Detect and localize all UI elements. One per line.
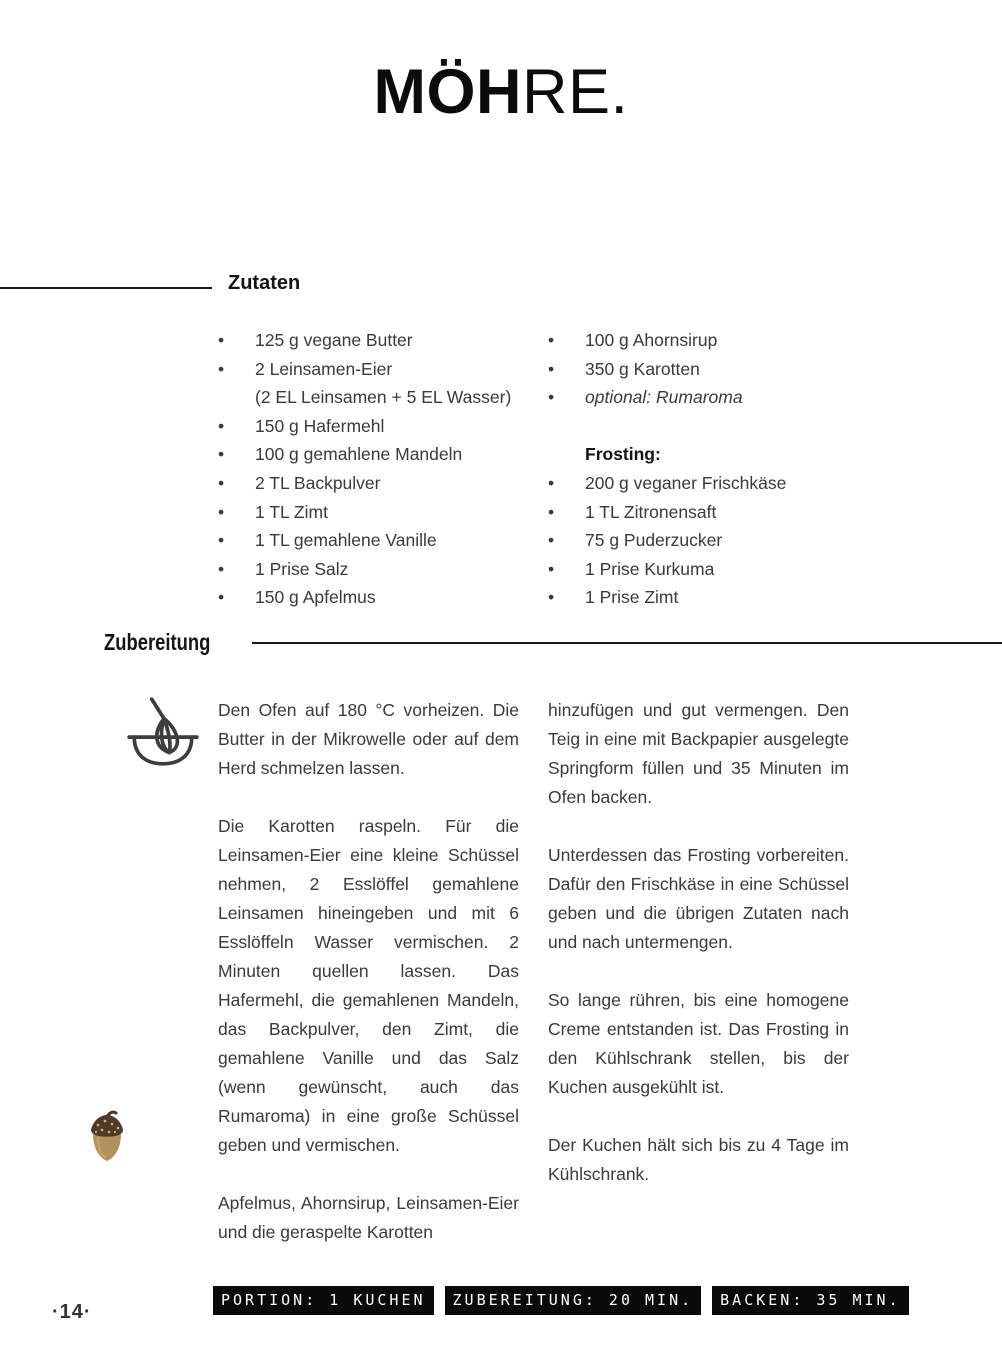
footer-badges <box>213 1286 909 1315</box>
bullet-glyph: • <box>548 358 555 379</box>
ingredient-text: (2 EL Leinsamen + 5 EL Wasser) <box>255 387 512 408</box>
ingredient-row <box>548 383 878 412</box>
ingredient-row <box>218 440 548 469</box>
ingredient-text: 2 Leinsamen-Eier <box>255 358 393 379</box>
ingredient-text: 1 Prise Salz <box>255 558 349 579</box>
preparation-column-right <box>548 696 849 1218</box>
bullet-glyph: • <box>218 587 225 608</box>
ingredient-text: 75 g Puderzucker <box>585 530 723 551</box>
bullet-glyph <box>548 412 585 441</box>
ingredient-row <box>548 583 878 612</box>
info-badge: BACKEN: 35 MIN. <box>712 1286 908 1315</box>
page-title-bold: MÖH <box>373 57 522 127</box>
bullet-glyph: • <box>548 330 555 350</box>
preparation-paragraph: So lange rühren, bis eine homogene Creme entstanden ist. Das Frosting in den Kühlschrank stellen, bis der Kuchen ausgekühlt ist. <box>548 990 849 1097</box>
preparation-paragraph: Unterdessen das Frosting vorbereiten. Dafür den Frischkäse in eine Schüssel geben und die übrigen Zutaten nach und nach untermengen. <box>548 845 849 952</box>
ingredient-row <box>548 412 878 441</box>
zubereitung-rule <box>252 642 1002 644</box>
bullet-glyph: • <box>548 558 555 579</box>
ingredient-row <box>548 555 878 584</box>
ingredient-text: 2 TL Backpulver <box>255 472 381 493</box>
bullet-glyph: • <box>548 530 555 551</box>
ingredient-row <box>218 583 548 612</box>
page-title-light: RE. <box>521 57 629 127</box>
ingredient-row <box>548 526 878 555</box>
ingredient-text: 150 g Hafermehl <box>255 415 385 436</box>
page-title <box>0 58 1002 127</box>
ingredient-text: 1 TL Zitronensaft <box>585 501 717 522</box>
ingredient-text: 1 Prise Zimt <box>585 587 679 608</box>
ingredient-text: 350 g Karotten <box>585 358 700 379</box>
bullet-glyph: • <box>218 530 225 551</box>
zutaten-heading: Zutaten <box>228 272 301 294</box>
bullet-glyph <box>218 383 255 412</box>
bullet-glyph: • <box>218 330 225 350</box>
info-badge: PORTION: 1 KUCHEN <box>213 1286 434 1315</box>
bullet-glyph: • <box>218 415 225 436</box>
ingredient-row <box>548 440 878 469</box>
ingredient-row <box>218 469 548 498</box>
preparation-paragraph: Apfelmus, Ahornsirup, Leinsamen-Eier und die geraspelte Karotten <box>218 1193 519 1242</box>
ingredient-text: 100 g Ahornsirup <box>585 330 718 350</box>
ingredient-text: 1 TL Zimt <box>255 501 328 522</box>
ingredient-row <box>218 326 548 355</box>
ingredient-text: 200 g veganer Frischkäse <box>585 472 787 493</box>
sprout-icon <box>67 1184 146 1263</box>
ingredient-text: 1 TL gemahlene Vanille <box>255 530 437 551</box>
ingredient-row <box>548 326 878 355</box>
ingredient-row <box>218 383 548 412</box>
preparation-paragraph: Der Kuchen hält sich bis zu 4 Tage im Kühlschrank. <box>548 1135 849 1184</box>
bullet-glyph: • <box>548 587 555 608</box>
preparation-column-left <box>218 696 519 1276</box>
page-number: ·14· <box>52 1301 92 1323</box>
bullet-glyph: • <box>548 387 555 408</box>
whisk-bowl-icon <box>124 694 202 772</box>
ingredient-row <box>218 498 548 527</box>
zutaten-rule <box>0 287 212 289</box>
ingredient-text: 1 Prise Kurkuma <box>585 558 715 579</box>
ingredient-text: 150 g Apfelmus <box>255 587 376 608</box>
info-badge: ZUBEREITUNG: 20 MIN. <box>445 1286 702 1315</box>
bullet-glyph <box>548 440 585 469</box>
bullet-glyph: • <box>218 472 225 493</box>
ingredient-text: optional: Rumaroma <box>585 387 743 408</box>
ingredient-row <box>548 355 878 384</box>
preparation-paragraph: Den Ofen auf 180 °C vorheizen. Die Butter in der Mikrowelle oder auf dem Herd schmelzen lassen. <box>218 700 519 778</box>
ingredient-text: Frosting: <box>585 444 661 465</box>
bullet-glyph: • <box>218 358 225 379</box>
preparation-paragraph: Die Karotten raspeln. Für die Leinsamen-Eier eine kleine Schüssel nehmen, 2 Esslöffel gemahlene Leinsamen hineingeben und mit 6 Esslöffeln Wasser vermischen. 2 Minuten quellen lassen. Das Hafermehl, die gemahlenen Mandeln, das Backpulver, den Zimt, die gemahlene Vanille und das Salz (wenn gewünscht, auch das Rumaroma) in eine große Schüssel geben und vermischen. <box>218 816 519 1155</box>
ingredient-text: 125 g vegane Butter <box>255 330 413 350</box>
ingredients-list-right <box>548 326 878 612</box>
bullet-glyph: • <box>218 444 225 465</box>
ingredient-row <box>548 469 878 498</box>
ingredient-row <box>218 555 548 584</box>
ingredient-row <box>218 412 548 441</box>
bullet-glyph: • <box>218 558 225 579</box>
ingredient-row <box>218 526 548 555</box>
ingredient-row <box>218 355 548 384</box>
preparation-paragraph: hinzufügen und gut vermengen. Den Teig in eine mit Backpapier ausgelegte Springform füllen und 35 Minuten im Ofen backen. <box>548 700 849 807</box>
ingredients-list-left <box>218 326 548 612</box>
ingredient-text: 100 g gemahlene Mandeln <box>255 444 463 465</box>
acorn-icon <box>67 1097 146 1176</box>
bullet-glyph: • <box>548 472 555 493</box>
zubereitung-heading: Zubereitung <box>104 629 211 655</box>
ingredient-row <box>548 498 878 527</box>
bullet-glyph: • <box>548 501 555 522</box>
bullet-glyph: • <box>218 501 225 522</box>
